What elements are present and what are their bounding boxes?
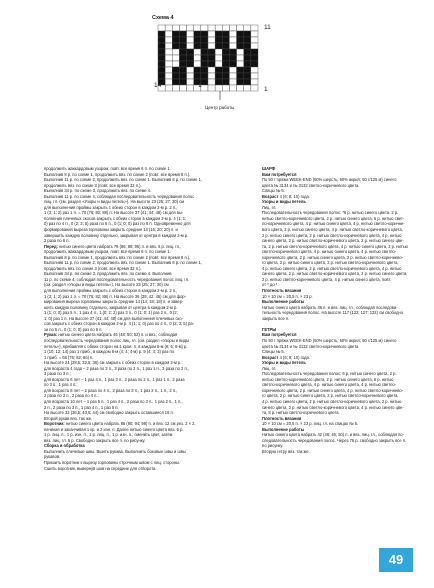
chart-cell <box>172 49 179 55</box>
row-number-top: 11 <box>264 24 271 31</box>
chart-cell <box>244 55 251 61</box>
text-line: Узоры и виды петель <box>262 199 306 205</box>
chart-cell <box>201 43 208 49</box>
text-line: 1 (1; 0; 0) раз 5 п., 1 раз 4 п., 1 (0; 2; 2) раз 3 п., 0 (1; 0; 1) раз 2 п., 0 (2; <box>44 310 178 316</box>
text-line: Воротник: нитью синего цвета набрать 86 (90; 94; 98) п. и вяз. 12 см рез. 2 × 2, <box>44 421 196 427</box>
text-line: 1 (3; 1; 2) раз 1 п. = 70 (76; 82; 88) п. На высоте 36 (39; 42; 46) см для фор- <box>44 293 187 299</box>
text-line: продолжить жаккардовым узором, повт. все время 6 п. по схеме 1. <box>44 249 171 255</box>
chart-cell <box>179 67 186 73</box>
chart-cell <box>158 49 165 55</box>
text-line: Спицы № 5. <box>262 349 285 355</box>
chart-cell <box>251 31 258 37</box>
text-line: Рукав: нитью синего цвета набрать 46 (48; 50; 52) п. и вяз., соблюдая <box>44 332 178 338</box>
chart-cell <box>201 31 208 37</box>
chart-cell <box>244 37 251 43</box>
chart-cell <box>165 73 172 79</box>
text-line: Выполнить плечевые швы. Вшить рукава. Выполнить боковые швы и швы <box>44 448 186 454</box>
page-number: 49 <box>379 548 413 572</box>
text-line: 2 р. нитью светло-коричневого цвета, 4 р. нитью синего цвета, повт. <box>262 276 392 282</box>
chart-cell <box>215 79 222 85</box>
chart-cell <box>222 85 229 91</box>
chart-cell <box>208 25 215 31</box>
chart-cell <box>165 79 172 85</box>
chart-cell <box>215 61 222 67</box>
chart-cell <box>187 43 194 49</box>
chart-cell <box>172 73 179 79</box>
text-line: синего цвета, 2 р. нитью светло-коричневого цвета, 2 р. нитью синего цвета, <box>262 271 408 277</box>
chart-cell <box>208 61 215 67</box>
chart-cell <box>187 79 194 85</box>
chart-cell <box>158 31 165 37</box>
chart-cell <box>208 49 215 55</box>
chart-cell <box>229 43 236 49</box>
chart-cell <box>194 31 201 37</box>
chart-cell <box>172 61 179 67</box>
chart-cell <box>158 67 165 73</box>
chart-cell <box>208 85 215 91</box>
label: Перед: <box>44 243 58 249</box>
chart-cell <box>251 79 258 85</box>
chart-cell <box>229 49 236 55</box>
chart-cell <box>165 25 172 31</box>
chart-cell <box>244 31 251 37</box>
text-line: сов закрыть с обеих сторон в каждом 2-м р. 4 (1; 1; 0) раз по 4 п., 0 (2; 3; 5) ра- <box>44 321 194 327</box>
chart-cell <box>187 25 194 31</box>
chart-cell <box>237 61 244 67</box>
chart-cell <box>244 43 251 49</box>
chart-cell <box>229 55 236 61</box>
text-line: для выполнения проймы закрыть с обеих сторон в каждом 2-м р. 2 п., <box>44 204 178 210</box>
chart-cell <box>215 31 222 37</box>
chart-cell <box>237 79 244 85</box>
text-line: по 3 п., 1 раз 4 п.; <box>44 382 78 388</box>
chart-cell <box>215 67 222 73</box>
text-line: На высоте 32 (36,5; 40,5; 44) см свободно закрыть оставшиеся 16 п. <box>44 410 174 416</box>
chart-cell <box>222 61 229 67</box>
chart-cell <box>201 25 208 31</box>
chart-cell <box>237 31 244 37</box>
chart-cell <box>222 55 229 61</box>
text-line: светло-коричневого цвета, 4 р. нитью синего цвета, 4 р. нитью светло- <box>262 382 397 388</box>
chart-cell <box>222 79 229 85</box>
chart-cell <box>222 67 229 73</box>
chart-cell <box>158 61 165 67</box>
chart-cell <box>222 73 229 79</box>
text-line: 4 р. нитью синего цвета, 2 р. нитью светло-коричневого цвета, 2 р. нитью <box>262 398 402 404</box>
text-line: 11 р. по схеме 4, соблюдая последовательность чередования полос лиц. гл. <box>44 276 190 282</box>
chart-cell <box>215 43 222 49</box>
text-line: Плотность вязания <box>262 288 302 294</box>
chart-cell <box>172 37 179 43</box>
chart-cell <box>187 73 194 79</box>
text-line: Выполнив 11 р. по схеме 4, соблюдая последовательность чередования полос <box>44 193 195 199</box>
text-line: Вторую гетру вяз. так же. <box>262 448 310 454</box>
chart-cell <box>251 55 258 61</box>
chart-cell <box>194 55 201 61</box>
chart-cell <box>251 37 258 43</box>
text-line: продолжить жаккардовым узором, повт. все время 6 п. по схеме 1. <box>44 166 171 171</box>
text-line: вого цвета, 2 р. нитью синего цвета, 4 р. нитью светло-коричневого цвета, <box>262 227 403 233</box>
text-line: вяз. лиц. гл. 6 р. Свободно закрыть все п. по рисунку. <box>44 437 146 443</box>
text-line: 10 × 10 см = 20,5 п. × 23 р. лиц. гл. на спицах № 5. <box>262 421 359 427</box>
text-line: тельность чередования полос. На высоте 117 (122; 127; 132) см свободно <box>262 310 403 316</box>
text-line: коричневого цвета, 2 р. нитью синего цвета, 2 р. нитью светло-коричнево- <box>262 254 403 260</box>
chart-cell <box>229 79 236 85</box>
chart-cell <box>179 25 186 31</box>
text-line: от * до *. <box>262 282 279 288</box>
chart-cell <box>194 73 201 79</box>
text-line: Вам потребуется <box>262 171 297 177</box>
chart-cell <box>208 79 215 85</box>
chart-cell <box>165 61 172 67</box>
chart-cell <box>251 49 258 55</box>
text-line: последовательность чередования полос лиц. гл. (см. раздел «Узоры и виды <box>44 337 190 343</box>
chart-cell <box>208 67 215 73</box>
text-line: для возраста 6 лет – 1 раз 4 п., 1 раз 3 п., 2 раза по 2 п., 1 раз 1 п., 2 раза <box>44 376 185 382</box>
chart-cell <box>251 43 258 49</box>
text-line: Спицы № 5. <box>262 188 285 194</box>
chart-cell <box>165 49 172 55</box>
chart-cell <box>194 49 201 55</box>
chart-cell <box>179 37 186 43</box>
chart-cell <box>237 73 244 79</box>
text-line: полнения плечевых скосов закрыть с обеих сторон в каждом 2-м р. 4 (1; 1; <box>44 215 187 221</box>
text-line: синего цвета, 2 р. нитью светло-коричневого цвета, 4 р. нитью синего цве- <box>262 404 404 410</box>
chart-cell <box>172 79 179 85</box>
text-line: 2 раза по 3 п., 2 раза по 4 п.; <box>44 393 99 399</box>
chart-cell <box>222 49 229 55</box>
chart-cell <box>222 43 229 49</box>
chart-cell <box>215 49 222 55</box>
chart-cell <box>194 67 201 73</box>
chart-cell <box>187 55 194 61</box>
chart-cell <box>229 67 236 73</box>
chart-cell <box>158 55 165 61</box>
text-line: 1 приб. = 66 (76; 82; 86) п. <box>44 354 94 360</box>
chart-cell <box>215 25 222 31</box>
label: Рукав: <box>44 332 58 338</box>
chart-cell <box>187 37 194 43</box>
chart-cell <box>194 43 201 49</box>
chart-cell <box>165 31 172 37</box>
label: Воротник: <box>44 421 65 427</box>
chart-cell <box>229 85 236 91</box>
chart-cell <box>165 55 172 61</box>
chart-cell <box>229 31 236 37</box>
text-line: цвета № 3134 и № 3132 светло-коричневого цвета. <box>262 182 360 188</box>
chart-cell <box>179 31 186 37</box>
chart-cell <box>215 85 222 91</box>
text-line: 3 раза по 3 п.; <box>44 371 71 377</box>
text-line: нитью светло-коричневого цвета, 2 р. нитью синего цвета, 6 р. нитью свет- <box>262 215 405 221</box>
chart-cell <box>208 43 215 49</box>
text-line: Плотность вязания <box>262 415 302 421</box>
text-line: 1 (3; 1; 2) раз 1 п. = 70 (76; 82; 88) п. На высоте 37 (41; 44; 48) см для вы- <box>44 210 184 216</box>
right-column <box>262 166 412 454</box>
chart-cell <box>244 61 251 67</box>
text-line: Выполнение работы <box>262 299 305 305</box>
chart-cell <box>165 43 172 49</box>
text-line: Возраст 4 (6; 8; 10) года. <box>262 193 310 199</box>
text-line: Перед: нитью синего цвета набрать 76 (86; 88; 96) п. и вяз. 6 р. лиц. гл., <box>44 243 182 249</box>
text-line: формирования выреза горловины закрыть средние 14 (16; 20; 20) п. и <box>44 227 178 233</box>
text-line: Выполнив 8 р. по схеме 1, продолжить вяз. по схеме 2 (повт. все время 8 п.). <box>44 254 191 260</box>
text-line: за по 5 п., 0 (1; 0; 0) раз по 6 п. <box>44 326 103 332</box>
text-line: Выполнение работы <box>262 426 305 432</box>
text-line: лиц. гл. (см. раздел «Узоры и виды петель»). На высоте 23 (25; 27; 30) см <box>44 199 185 205</box>
chart-cell <box>229 37 236 43</box>
chart-cell <box>237 55 244 61</box>
text-line: (см. раздел «Узоры и виды петель»). На высоте 23 (25; 27; 30) см <box>44 282 169 288</box>
chart-cell <box>251 67 258 73</box>
text-line: Нитью синего цвета набрать 36 п. и вяз. лиц. гл., соблюдая последова- <box>262 304 398 310</box>
chart-cell <box>158 73 165 79</box>
chart-cell <box>237 85 244 91</box>
chart-cell <box>187 49 194 55</box>
chart-cell <box>201 61 208 67</box>
text-line: Последовательность чередования полос: 6 р. нитью синего цвета, 2 р. <box>262 371 397 377</box>
chart-cell <box>229 61 236 67</box>
chart-cell <box>158 43 165 49</box>
chart-cell <box>251 73 258 79</box>
chart-cell <box>251 85 258 91</box>
chart-cell <box>237 49 244 55</box>
text-line: завершить каждую половину отдельно, закрывая от центра в каждом 2-м р. <box>44 232 189 238</box>
text-line: шить каждую половину отдельно, закрывая от центра в каждом 2-м р. <box>44 304 178 310</box>
stitch-number-left: 14 <box>154 82 162 89</box>
chart-cell <box>244 25 251 31</box>
text-line: Лиц. гл. <box>262 365 277 371</box>
chart-cell <box>201 73 208 79</box>
text-line: для возраста 10 лет – 1 раз 5 п., 1 раз 4 п., 2 раза по 3 п., 1 раз 2 п., 1 п., <box>44 398 183 404</box>
text-line: по рисунку. <box>262 443 284 449</box>
text-line: ШАРФ <box>262 166 276 171</box>
chart-cell <box>201 49 208 55</box>
left-column <box>44 166 258 471</box>
chart-cell <box>187 67 194 73</box>
chart-cell <box>165 67 172 73</box>
chart-cell <box>158 25 165 31</box>
text-line: продолжить вяз. по схеме 3 (повт. все время 32 п.). <box>44 265 142 271</box>
chart-cell <box>187 31 194 37</box>
text-line: 2 п., 2 раза по 3 п., 1 раз 4 п., 1 раз 5 п. <box>44 404 119 410</box>
text-line: ГЕТРЫ <box>262 326 277 332</box>
text-line: 4 р. нитью синего цвета, 2 р. нитью светло-коричневого цвета, 4 р. нитью <box>262 265 402 271</box>
text-line: 1 р. лиц. п., 1 р. изн. п., 1 р. лиц. п., 1 р. изн. п., сменить цвет, затем <box>44 432 173 438</box>
chart-cell <box>179 61 186 67</box>
chart-cell <box>179 73 186 79</box>
chart-cell <box>222 25 229 31</box>
chart-cell <box>237 43 244 49</box>
scheme-title: Схема 4 <box>152 15 174 21</box>
chart-cell <box>208 37 215 43</box>
label: Возраст <box>262 193 279 199</box>
chart-cell <box>179 79 186 85</box>
chart-cell <box>208 55 215 61</box>
chart-cell <box>201 55 208 61</box>
chart-cell <box>201 37 208 43</box>
chart-cell <box>215 37 222 43</box>
text-line: го цвета, 2 р. нитью синего цвета, 2 р. нитью светло-коричневого цвета, <box>262 260 399 266</box>
text-line: Возраст 4 (6; 8; 10) года. <box>262 354 310 360</box>
text-line: Второй рукав вяз. так же. <box>44 415 93 421</box>
text-line: продолжить вяз. по схеме 3 (повт. все время 32 п.). <box>44 182 142 188</box>
stitch-number-mid: 1 <box>198 82 202 89</box>
chart-cell <box>251 61 258 67</box>
text-line: та, 8 р. нитью светло-коричневого цвета. <box>262 410 340 416</box>
center-label: Центр работы <box>205 105 235 110</box>
text-line: закрыть все п. <box>262 315 290 321</box>
row-number-bottom: 1 <box>264 86 268 93</box>
chart-cell <box>172 43 179 49</box>
chart-cell <box>172 55 179 61</box>
text-line: 2 раза по 6 п. <box>44 238 70 244</box>
chart-cell <box>215 73 222 79</box>
chart-cell <box>187 61 194 67</box>
text-line: Выполнив 8 р. по схеме 1, продолжить вяз. по схеме 2 (повт. все время 8 п.). <box>44 171 191 177</box>
text-line: мирования выреза горловины закрыть средние 14 (14; 18; 18) п. и завер- <box>44 299 184 305</box>
text-line: рукавов. <box>44 454 61 460</box>
text-line: Сборка и обработка <box>44 443 85 449</box>
chart-cell <box>172 31 179 37</box>
text-line: следовательность чередования полос. Через 76 р. свободно закрыть все п. <box>262 437 407 443</box>
chart-cell <box>237 37 244 43</box>
text-line: 2 р. нитью синего цвета, 2 р. нитью светло-коричневого цвета, 4 р. нитью <box>262 232 402 238</box>
chart-cell <box>229 25 236 31</box>
text-line: По 50 г пряжи WEEK-END (50% шерсть, 50% акрил; 50 г/125 м) синего <box>262 337 397 343</box>
text-line: 1; 0) раз 1 п. На высоте 37 (41; 44; 48) см для выполнения плечевых ско- <box>44 315 183 321</box>
text-line: По 50 г пряжи WEEK-END (50% шерсть, 50% акрил; 50 г/125 м) синего <box>262 177 397 183</box>
text-line: 1 (10; 12; 14) раз 1 приб., в каждом 6-м (4; 4; 4-м) р. 9 (4; 4; 3) раз по <box>44 349 175 355</box>
text-line: Узоры и виды петель <box>262 360 306 366</box>
chart-cell <box>194 37 201 43</box>
chart-cell <box>172 85 179 91</box>
chart-cell <box>244 85 251 91</box>
chart-cell <box>229 73 236 79</box>
knitting-chart <box>150 19 270 101</box>
text-line: ло-коричневого цвета, 4 р. нитью синего цвета, 4 р. нитью светло-коричне- <box>262 221 405 227</box>
chart-cell <box>222 37 229 43</box>
text-line: Лиц. гл. <box>262 204 277 210</box>
text-line: светло-коричневого цвета, 4 р. нитью синего цвета, 4 р. нитью светло- <box>262 249 397 255</box>
text-line: Выполнив 11 р. по схеме 2, продолжить вяз. по схеме 1. Выполнив 8 р. по схеме 1, <box>44 260 202 266</box>
text-line: нитью светло-коричневого цвета, 2 р. нитью синего цвета, 6 р. нитью <box>262 376 394 382</box>
text-line: Пришить воротник к вырезу горловины строчным швом с лиц. стороны. <box>44 459 181 465</box>
text-line: Вам потребуется <box>262 332 297 338</box>
chart-cell <box>158 37 165 43</box>
chart-cell <box>244 79 251 85</box>
chart-cell <box>201 67 208 73</box>
text-line: для возраста 8 лет – 2 раза по 4 п., 2 раза по 3 п., 1 раз 2 п., 1 п., 2 п., <box>44 387 178 393</box>
chart-cell <box>237 25 244 31</box>
text-line: Выполнив 34 р. по схеме 3, продолжить вяз. по схеме 4. <box>44 188 152 194</box>
chart-cell <box>172 25 179 31</box>
text-line: для выполнения проймы закрыть с обеих сторон в каждом 2-м р. 2 п., <box>44 288 178 294</box>
text-line: го цвета, 2 р. нитью синего цвета, 2 р. нитью светло-коричневого цвета, <box>262 393 399 399</box>
text-line: начиная и заканчивая 1 кр. и 2 изн. п. Далее нитью синего цвета вяз. 6 р. <box>44 426 184 432</box>
chart-cell <box>187 85 194 91</box>
text-line: Выполнив 34 р. по схеме 3, продолжить вяз. по схеме 4. Выполнив <box>44 271 172 277</box>
chart-cell <box>172 67 179 73</box>
chart-cell <box>179 55 186 61</box>
text-line: коричневого цвета, 2 р. нитью синего цвета, 4 р. нитью светло-коричнево- <box>262 387 403 393</box>
chart-cell <box>215 55 222 61</box>
chart-cell <box>208 31 215 37</box>
chart-cell <box>194 61 201 67</box>
label: Возраст <box>262 354 279 360</box>
chart-cell <box>194 25 201 31</box>
chart-cell <box>179 43 186 49</box>
chart-cell <box>237 67 244 73</box>
text-line: цвета № 3134 и № 3132 светло-коричневого цвета. <box>262 343 360 349</box>
chart-cell <box>179 85 186 91</box>
text-line: 10 × 10 см = 20,5 п. × 23 р. <box>262 293 313 299</box>
chart-cell <box>244 67 251 73</box>
chart-cell <box>244 49 251 55</box>
text-line: 0) раз по 4 п., 0 (2; 3; 5) раза по 5 п., 0 (1; 0; 0) раз по 6 п. Одновременно для <box>44 221 191 227</box>
text-line: петель»), прибавляя с обеих сторон на 1 крои. п. в каждом 8-м (6; 6; 6-м) р. <box>44 343 188 349</box>
text-line: Сшить воротник, вывернув шов на середине для отворота. <box>44 465 157 471</box>
chart-cell <box>244 73 251 79</box>
chart-cell <box>165 37 172 43</box>
text-line: синего цвета, 2 р. нитью светло-коричневого цвета, 2 р. нитью синего цве- <box>262 238 404 244</box>
text-line: та, 2 р. нитью светло-коричневого цвета, 4 р. нитью синего цвета, 2 р. нитью <box>262 243 408 249</box>
chart-cell <box>222 31 229 37</box>
text-line: для возраста 4 года – 2 раза по 3 п., 3 раза по 2 п., 1 раз 1 п., 3 раза по 2 п., <box>44 365 189 371</box>
chart-cell <box>208 73 215 79</box>
chart-cell <box>165 85 172 91</box>
text-line: Нитью синего цвета набрать 42 (46; 46; 50) п. и вяз. лиц. гл., соблюдая по- <box>262 432 404 438</box>
text-line: На высоте 24 (28,5; 32,5; 36) см закрыть с обеих сторон в каждом 2-м р.: <box>44 360 183 366</box>
text-line: Последовательность чередования полос: *6 р. нитью синего цвета, 2 р. <box>262 210 399 216</box>
chart-cell <box>179 49 186 55</box>
text-line: Выполнив 11 р. по схеме 2, продолжить вяз. по схеме 1. Выполнив 8 р. по схеме 1, <box>44 177 202 183</box>
chart-cell <box>251 25 258 31</box>
